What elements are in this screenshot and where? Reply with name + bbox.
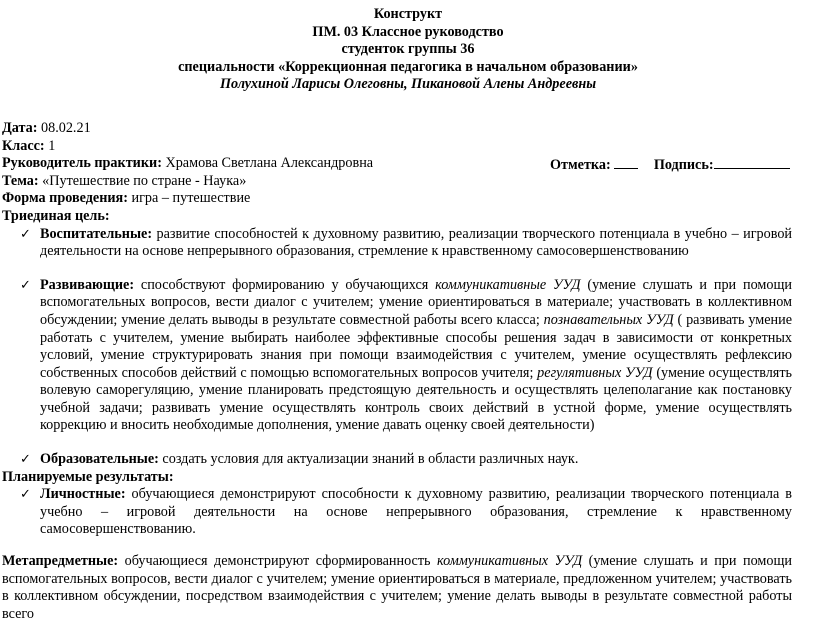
form-value: игра – путешествие	[127, 190, 251, 207]
goal-developing-text-1: способствуют формированию у обучающихся	[134, 276, 436, 293]
goal-developing-uud-communicative: коммуникативные УУД	[435, 276, 581, 293]
goal-developing-text-3: ( развивать умение работать с учителем, умение выбирать наиболее эффективные способы решения задач в зависимости от конкретных условий, умение структурировать знания при помощи взаимодействия с учителем, умение осуществлять рефлексию собственных способов действий с помощью вспомогательных вопросов учителя;	[40, 311, 792, 381]
result-metasubject-label: Метапредметные:	[2, 553, 119, 570]
signature-blank	[714, 155, 790, 169]
class-row	[0, 138, 816, 156]
result-personal-label: Личностные:	[40, 486, 126, 503]
authors: Полухиной Ларисы Олеговны, Пикановой Алены Андреевны	[219, 76, 597, 93]
result-metasubject-text-2: (умение слушать и при помощи вспомогательных вопросов, вести диалог с учителем; умение ориентироваться в материале, предложенном учителем; участвовать в коллективном обсуждении, посредством взаимодействия с учителем; умение делать выводы в результате совместной работы всего	[2, 553, 792, 622]
results-heading-row	[0, 469, 816, 487]
result-metasubject-uud: коммуникативных УУД	[437, 553, 583, 570]
form-label: Форма проведения:	[2, 190, 128, 207]
goals-list	[0, 226, 816, 469]
signature-label: Подпись:	[653, 157, 714, 174]
topic-label: Тема:	[2, 172, 39, 189]
check-icon: ✓	[20, 277, 31, 293]
result-personal	[0, 486, 816, 539]
goal-developing-text-2: (умение слушать и при помощи вспомогательных вопросов, вести диалог с учителем; умение ориентироваться в материале; участвовать в коллективном обсуждении; умение делать выводы в результате совместной работы всего класса;	[40, 276, 792, 328]
signoff-block	[550, 155, 790, 175]
goal-educational	[0, 226, 816, 261]
results-list	[0, 486, 816, 539]
goal-teaching-text: создать условия для актуализации знаний в области различных наук.	[158, 451, 579, 468]
goal-heading-row	[0, 208, 816, 226]
document-title: Конструкт	[373, 6, 443, 22]
topic-row	[0, 173, 816, 191]
goal-teaching	[0, 451, 816, 469]
supervisor-row	[0, 155, 816, 173]
student-group: студенток группы 36	[341, 41, 475, 58]
supervisor-label: Руководитель практики:	[2, 155, 162, 172]
check-icon: ✓	[20, 452, 31, 468]
supervisor-value: Храмова Светлана Александровна	[161, 155, 374, 172]
date-row	[0, 120, 816, 138]
class-value: 1	[44, 137, 56, 154]
date-label: Дата:	[2, 119, 38, 136]
grade-label: Отметка:	[550, 157, 611, 174]
form-row	[0, 190, 816, 208]
goal-developing-uud-regulatory: регулятивных УУД	[537, 364, 653, 381]
date-value: 08.02.21	[37, 119, 91, 136]
document-header	[0, 6, 816, 94]
result-metasubject-text-1: обучающиеся демонстрируют сформированность	[118, 553, 438, 570]
goal-educational-label: Воспитательные:	[40, 225, 153, 242]
topic-value: «Путешествие по стране - Наука»	[38, 172, 247, 189]
check-icon: ✓	[20, 487, 31, 503]
goal-heading: Триединая цель:	[2, 207, 110, 224]
class-label: Класс:	[2, 137, 45, 154]
result-personal-text: обучающиеся демонстрируют способности к духовному развитию, реализации творческого потенциала в учебно – игровой деятельности на основе непрерывного образования, стремление к нравственному самосовершенствованию.	[40, 486, 792, 538]
goal-developing-text-4: (умение осуществлять волевую саморегуляцию, умение планировать предстоящую деятельность и осуществлять целеполагание как постановку учебной задачи; развивать умение осуществлять контроль своих действий в устной форме, умение осуществлять коррекцию и вносить необходимые дополнения, умение давать оценку своей деятельности)	[40, 364, 792, 434]
check-icon: ✓	[20, 226, 31, 242]
goal-developing-label: Развивающие:	[40, 276, 135, 293]
result-metasubject	[0, 553, 816, 623]
module-title: ПМ. 03 Классное руководство	[312, 23, 504, 40]
goal-educational-text: развитие способностей к духовному развитию, реализации творческого потенциала в учебно – игровой деятельности на основе непрерывного образования, стремление к нравственному самосовершенствованию	[40, 225, 792, 260]
results-heading: Планируемые результаты:	[2, 468, 174, 485]
goal-teaching-label: Образовательные:	[40, 451, 159, 468]
specialty: специальности «Коррекционная педагогика в начальном образовании»	[178, 58, 638, 75]
goal-developing-uud-cognitive: познавательных УУД	[543, 311, 674, 328]
goal-developing	[0, 277, 816, 435]
grade-blank	[614, 155, 638, 169]
